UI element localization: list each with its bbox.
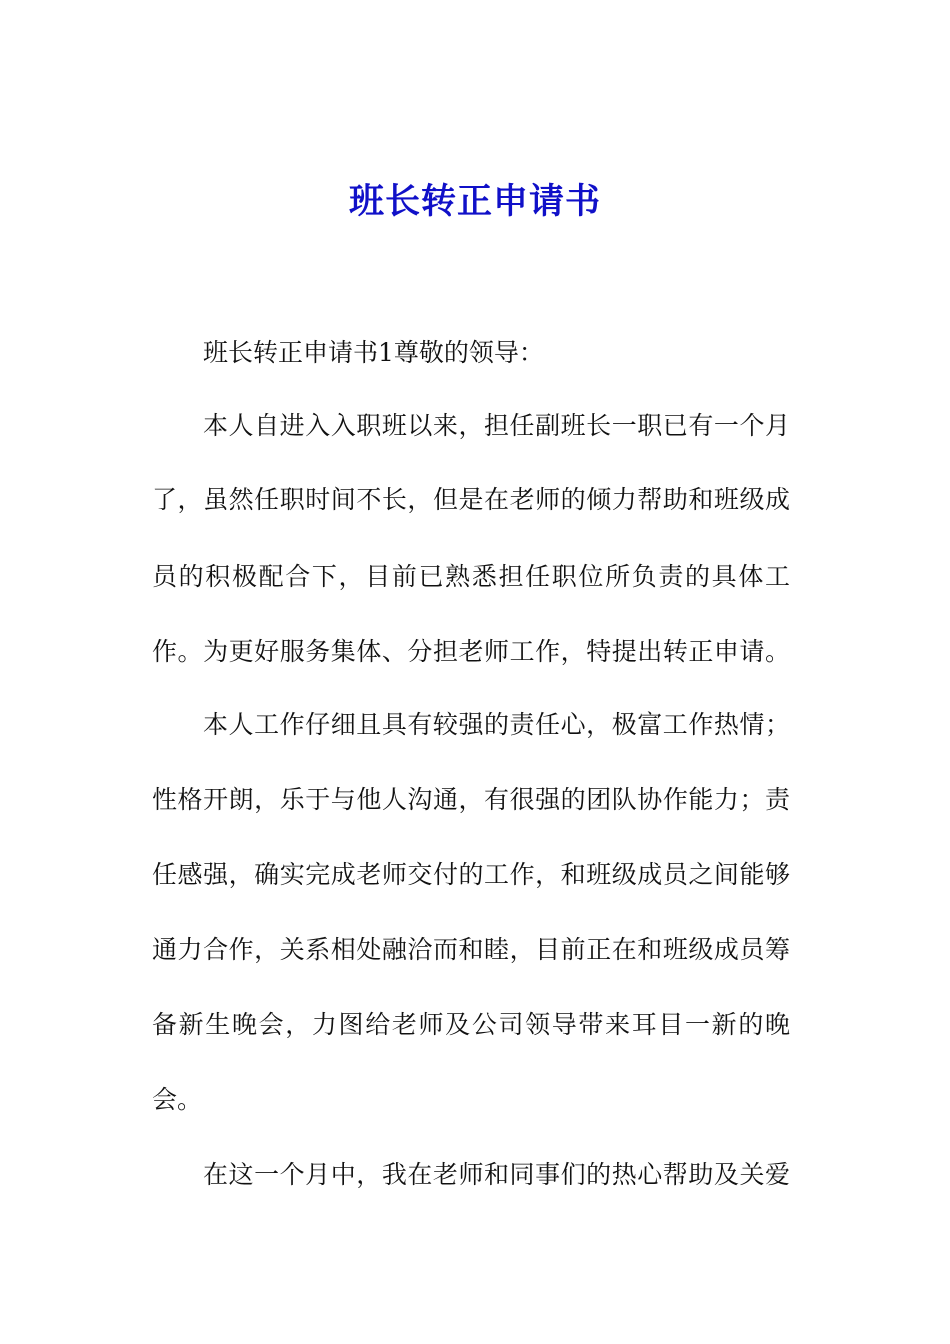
body-line: 本人工作仔细且具有较强的责任心，极富工作热情； <box>203 710 790 739</box>
body-line: 性格开朗，乐于与他人沟通，有很强的团队协作能力；责 <box>152 785 790 814</box>
body-line: 了，虽然任职时间不长，但是在老师的倾力帮助和班级成 <box>152 485 790 514</box>
body-line: 通力合作，关系相处融洽而和睦，目前正在和班级成员筹 <box>152 935 790 964</box>
document-title: 班长转正申请书 <box>348 182 601 222</box>
body-line: 员的积极配合下，目前已熟悉担任职位所负责的具体工 <box>152 562 790 591</box>
salutation-line: 班长转正申请书1尊敬的领导： <box>203 338 544 367</box>
body-line: 任感强，确实完成老师交付的工作，和班级成员之间能够 <box>152 860 790 889</box>
body-line: 在这一个月中，我在老师和同事们的热心帮助及关爱 <box>203 1160 790 1189</box>
body-line: 备新生晚会，力图给老师及公司领导带来耳目一新的晚 <box>152 1010 790 1039</box>
body-line: 会。 <box>152 1085 203 1114</box>
body-line: 本人自进入入职班以来，担任副班长一职已有一个月 <box>203 411 790 440</box>
body-line: 作。为更好服务集体、分担老师工作，特提出转正申请。 <box>152 637 790 666</box>
